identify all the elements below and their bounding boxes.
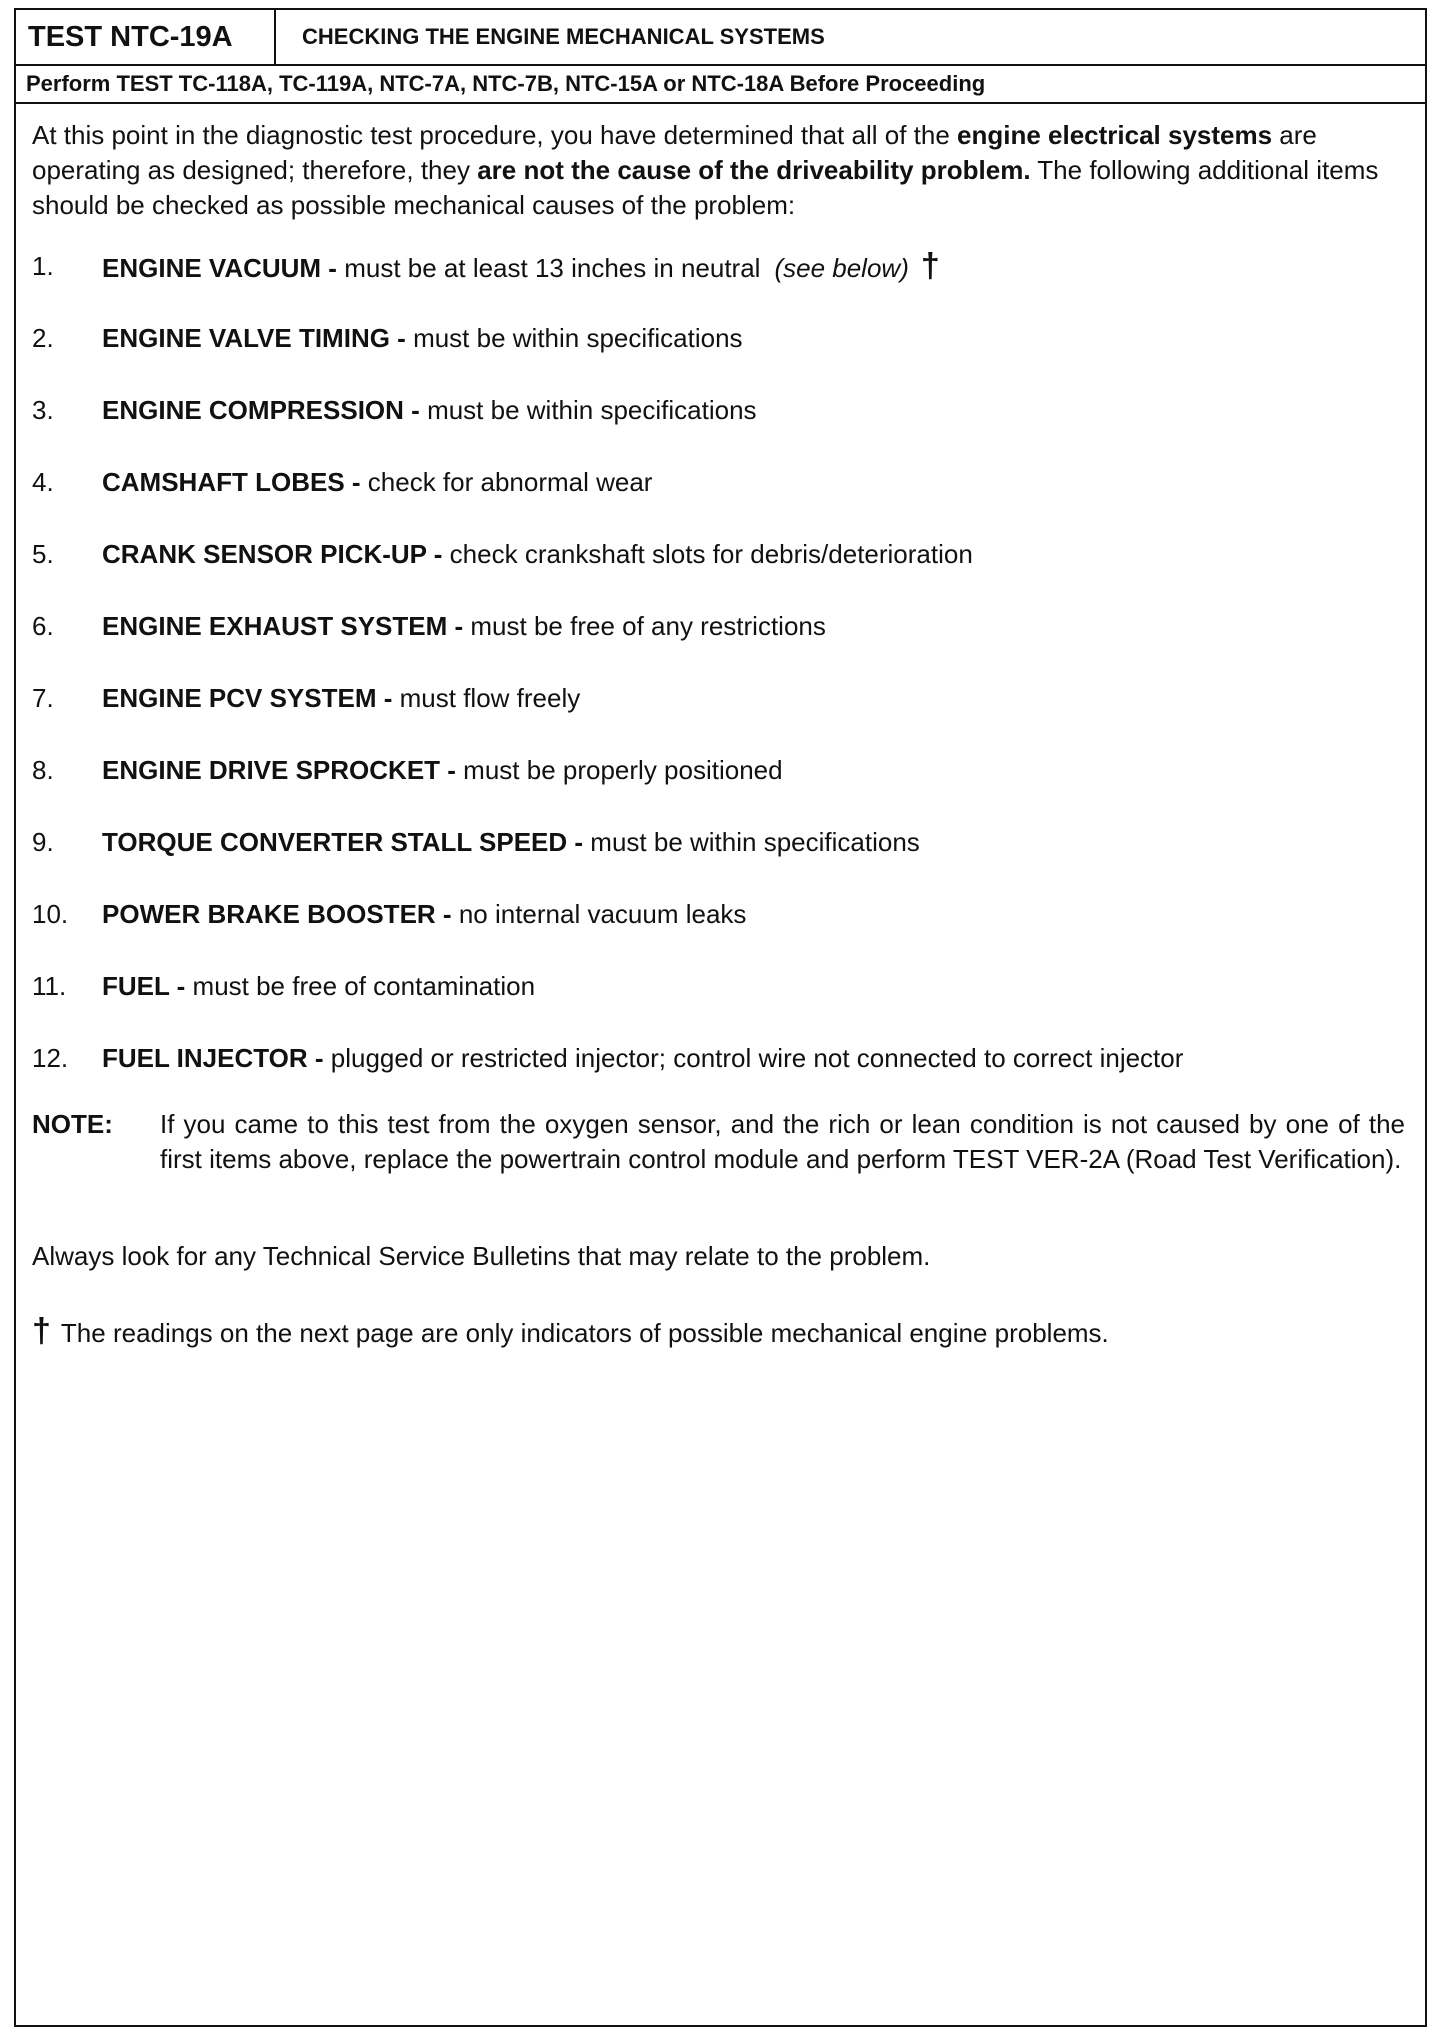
intro-text-2: are operating as designed; therefore, they bbox=[32, 120, 1317, 185]
list-item bbox=[32, 895, 1407, 967]
item-label: ENGINE VALVE TIMING - bbox=[102, 323, 406, 353]
note-label: NOTE: bbox=[32, 1109, 113, 1139]
item-number: 12. bbox=[32, 1043, 69, 1073]
test-id: TEST NTC-19A bbox=[16, 10, 276, 64]
bulletin-reminder: Always look for any Technical Service Bulletins that may relate to the problem. bbox=[32, 1241, 931, 1271]
item-desc: must be within specifications bbox=[413, 323, 743, 353]
item-desc: must flow freely bbox=[399, 683, 581, 713]
item-number: 11. bbox=[32, 971, 67, 1001]
item-number: 4. bbox=[32, 467, 54, 497]
item-desc: must be within specifications bbox=[590, 827, 920, 857]
item-number: 9. bbox=[32, 827, 54, 857]
list-item bbox=[32, 751, 1407, 823]
item-desc: check for abnormal wear bbox=[367, 467, 653, 497]
item-desc: no internal vacuum leaks bbox=[458, 899, 747, 929]
list-item bbox=[32, 823, 1407, 895]
list-item bbox=[32, 319, 1407, 391]
note-block bbox=[32, 1107, 1407, 1217]
list-item bbox=[32, 1039, 1407, 1111]
item-label: FUEL INJECTOR - bbox=[102, 1043, 324, 1073]
item-label: CRANK SENSOR PICK-UP - bbox=[102, 539, 443, 569]
footnote-text: The readings on the next page are only indicators of possible mechanical engine problems. bbox=[60, 1318, 1109, 1348]
list-item bbox=[32, 247, 1407, 319]
intro-paragraph bbox=[32, 118, 1407, 223]
item-desc: plugged or restricted injector; control wire not connected to correct injector bbox=[330, 1043, 1184, 1073]
list-item bbox=[32, 607, 1407, 679]
item-label: ENGINE PCV SYSTEM - bbox=[102, 683, 393, 713]
item-number: 2. bbox=[32, 323, 54, 353]
item-label: ENGINE COMPRESSION - bbox=[102, 395, 420, 425]
item-label: ENGINE DRIVE SPROCKET - bbox=[102, 755, 456, 785]
item-label: TORQUE CONVERTER STALL SPEED - bbox=[102, 827, 584, 857]
item-number: 7. bbox=[32, 683, 54, 713]
content bbox=[32, 118, 1407, 1351]
item-desc: must be within specifications bbox=[427, 395, 757, 425]
intro-bold-1: engine electrical systems bbox=[957, 120, 1273, 150]
intro-text-3: The following additional items should be checked as possible mechanical causes of the problem: bbox=[32, 155, 1379, 220]
list-item bbox=[32, 967, 1407, 1039]
item-number: 1. bbox=[32, 251, 54, 281]
item-desc: check crankshaft slots for debris/deterioration bbox=[449, 539, 973, 569]
item-note: (see below) bbox=[774, 253, 909, 283]
list-item bbox=[32, 535, 1407, 607]
list-item bbox=[32, 391, 1407, 463]
item-number: 6. bbox=[32, 611, 54, 641]
intro-text-1: At this point in the diagnostic test procedure, you have determined that all of the bbox=[32, 120, 958, 150]
footnote bbox=[32, 1314, 1407, 1351]
item-number: 3. bbox=[32, 395, 54, 425]
intro-bold-2: are not the cause of the driveability problem. bbox=[477, 155, 1031, 185]
item-label: CAMSHAFT LOBES - bbox=[102, 467, 361, 497]
dagger-icon: † bbox=[32, 1312, 51, 1350]
item-number: 10. bbox=[32, 899, 69, 929]
document-frame bbox=[14, 8, 1427, 2027]
item-label: FUEL - bbox=[102, 971, 186, 1001]
list-item bbox=[32, 679, 1407, 751]
prerequisite-line: Perform TEST TC-118A, TC-119A, NTC-7A, NTC-7B, NTC-15A or NTC-18A Before Proceeding bbox=[16, 66, 1425, 104]
item-desc: must be free of any restrictions bbox=[470, 611, 826, 641]
item-number: 8. bbox=[32, 755, 54, 785]
check-list bbox=[32, 247, 1407, 1111]
header-row bbox=[16, 10, 1425, 66]
list-item bbox=[32, 463, 1407, 535]
dagger-icon: † bbox=[920, 247, 940, 285]
item-label: ENGINE VACUUM - bbox=[102, 253, 337, 283]
item-desc: must be properly positioned bbox=[463, 755, 783, 785]
test-title: CHECKING THE ENGINE MECHANICAL SYSTEMS bbox=[302, 24, 825, 49]
note-text: If you came to this test from the oxygen sensor, and the rich or lean condition is not caused by one of the first items above, replace the powertrain control module and perform TEST VER-2A (Road Test Verification). bbox=[160, 1109, 1405, 1174]
item-desc: must be free of contamination bbox=[192, 971, 536, 1001]
item-label: ENGINE EXHAUST SYSTEM - bbox=[102, 611, 464, 641]
item-desc: must be at least 13 inches in neutral bbox=[344, 253, 761, 283]
item-number: 5. bbox=[32, 539, 54, 569]
item-label: POWER BRAKE BOOSTER - bbox=[102, 899, 452, 929]
